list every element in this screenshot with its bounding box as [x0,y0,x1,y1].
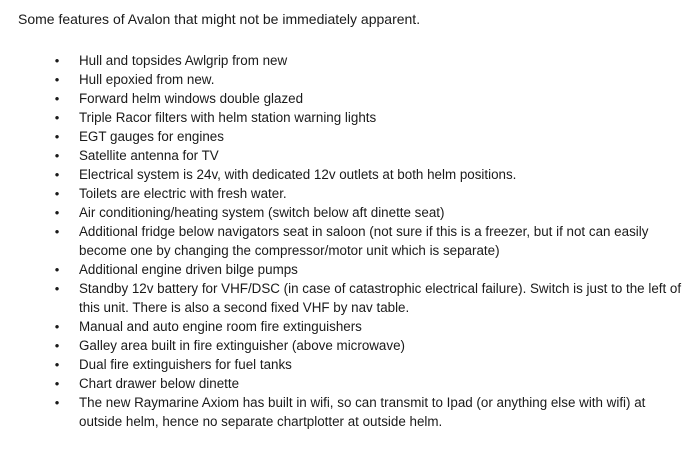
bullet-icon: • [54,205,60,220]
feature-text: Dual fire extinguishers for fuel tanks [79,357,292,372]
bullet-icon: • [54,319,60,334]
bullet-icon: • [54,186,60,201]
feature-text: Standby 12v battery for VHF/DSC (in case of catastrophic electrical failure). Switch is just to the left of this unit. There is also a second fixed VHF by nav table. [79,281,682,315]
bullet-icon: • [54,91,60,106]
bullet-icon: • [54,395,60,410]
bullet-icon: • [54,281,60,296]
feature-list-item [0,146,700,165]
feature-text: Additional fridge below navigators seat in saloon (not sure if this is a freezer, but if not can easily become one by changing the compressor/motor unit which is separate) [79,224,649,258]
feature-text: Additional engine driven bilge pumps [79,262,298,277]
bullet-icon: • [54,357,60,372]
feature-list-item [0,374,700,393]
bullet-icon: • [54,167,60,182]
bullet-icon: • [54,53,60,68]
bullet-icon: • [54,129,60,144]
feature-list-item [0,203,700,222]
bullet-icon: • [54,224,60,239]
feature-list-item [0,70,700,89]
feature-list-item [0,165,700,184]
bullet-icon: • [54,110,60,125]
feature-list-item [0,393,700,431]
bullet-icon: • [54,376,60,391]
feature-list-item [0,336,700,355]
feature-text: Electrical system is 24v, with dedicated 12v outlets at both helm positions. [79,167,517,182]
bullet-icon: • [54,148,60,163]
feature-text: Galley area built in fire extinguisher (above microwave) [79,338,405,353]
bullet-icon: • [54,262,60,277]
feature-text: EGT gauges for engines [79,129,224,144]
feature-list-item [0,222,700,260]
bullet-icon: • [54,338,60,353]
feature-list-item [0,279,700,317]
feature-text: Triple Racor filters with helm station warning lights [79,110,377,125]
feature-list-item [0,317,700,336]
feature-text: Hull and topsides Awlgrip from new [79,53,288,68]
feature-list-item [0,260,700,279]
feature-text: Satellite antenna for TV [79,148,219,163]
feature-text: The new Raymarine Axiom has built in wifi, so can transmit to Ipad (or anything else with wifi) at outside helm, hence no separate chartplotter at outside helm. [79,395,646,429]
feature-list [0,51,700,431]
feature-text: Hull epoxied from new. [79,72,215,87]
feature-list-item [0,184,700,203]
feature-list-item [0,89,700,108]
feature-list-item [0,51,700,70]
feature-list-item [0,108,700,127]
feature-text: Chart drawer below dinette [79,376,240,391]
feature-text: Forward helm windows double glazed [79,91,304,106]
feature-text: Toilets are electric with fresh water. [79,186,287,201]
feature-list-item [0,355,700,374]
bullet-icon: • [54,72,60,87]
feature-text: Air conditioning/heating system (switch below aft dinette seat) [79,205,445,220]
feature-text: Manual and auto engine room fire extinguishers [79,319,362,334]
document-title: Some features of Avalon that might not be immediately apparent. [18,11,421,27]
feature-list-item [0,127,700,146]
